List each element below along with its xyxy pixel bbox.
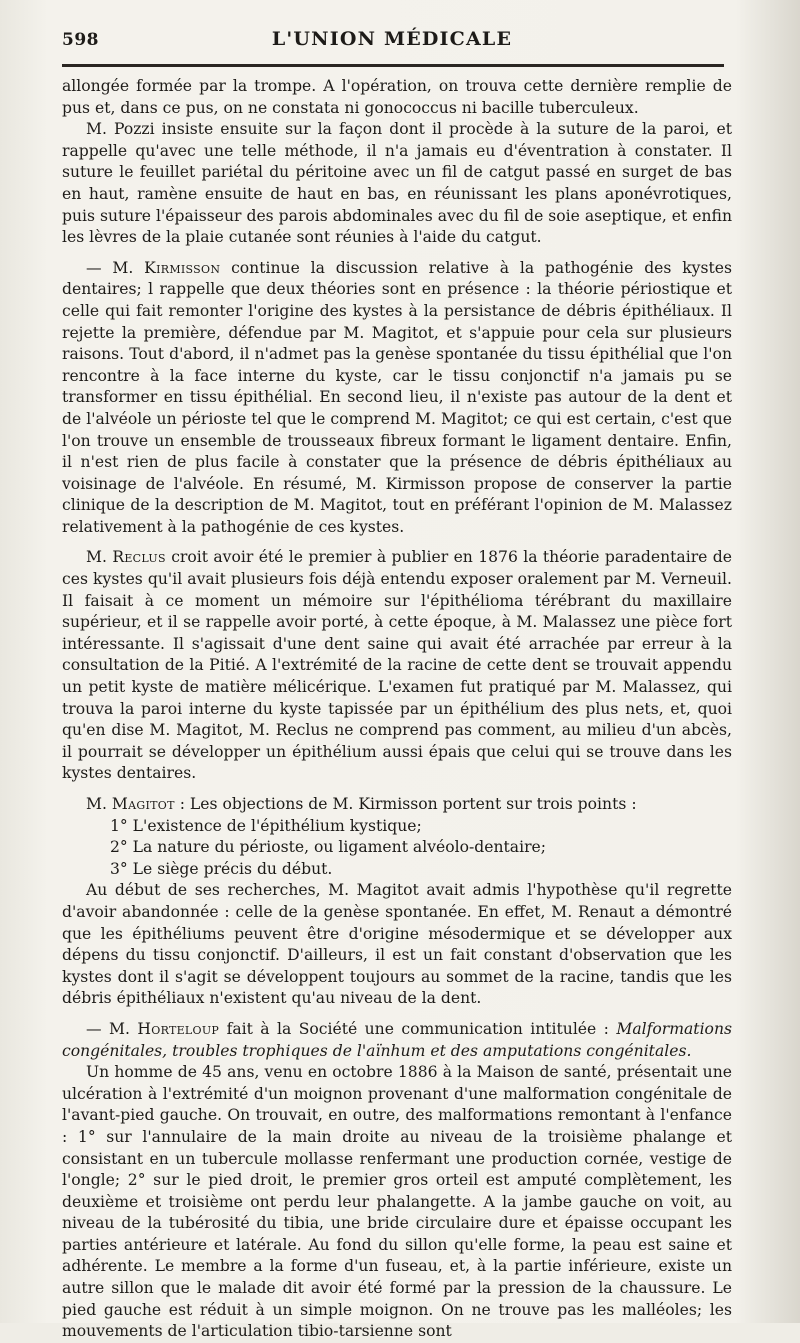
list-item: 3° Le siège précis du début. [110,859,333,878]
paragraph-continuation: allongée formée par la trompe. A l'opération, on trouva cette dernière remplie de pus et, dans ce pus, on ne constata ni gonococcus ni bacille tuberculeux. [62,77,732,117]
paragraph-horteloup: — M. Horteloup fait à la Société une communication intitulée : Malformations congénitales, troubles trophiques de l'aïnhum et des amputations congénitales. [62,1019,732,1060]
speaker-name: Horteloup [137,1019,220,1038]
communication-title: Malformations congénitales, troubles trophiques de l'aïnhum et des amputations congénitales. [62,1019,732,1060]
list-item: 1° L'existence de l'épithélium kystique; [110,816,422,835]
paragraph-magitot-continued: Au début de ses recherches, M. Magitot avait admis l'hypothèse qu'il regrette d'avoir abandonnée : celle de la genèse spontanée. En effet, M. Renaut a démontré que les épithéliums peuvent être d'origine mésodermique et se développer aux dépens du tissu conjonctif. D'ailleurs, il est un fait constant d'observation que les kystes dont il s'agit se développent toujours au sommet de la racine, tandis que les débris épithéliaux n'existent qu'au niveau de la dent. [62,881,732,1008]
speaker-name: Reclus [112,548,166,567]
paragraph-kirmisson: — M. Kirmisson continue la discussion relative à la pathogénie des kystes dentaires; l rappelle que deux théories sont en présence : la théorie périostique et celle qui fait remonter l'origine des kystes à la persistance de débris épithéliaux. Il rejette la première, défendue par M. Magitot, et s'appuie pour cela sur plusieurs raisons. Tout d'abord, il n'admet pas la genèse spontanée du tissu épithélial que l'on rencontre à la face interne du kyste, car le tissu conjonctif n'a jamais pu se transformer en tissu épithélial. En second lieu, il n'existe pas autour de la dent et de l'alvéole un périoste tel que le comprend M. Magitot; ce qui est certain, c'est que l'on trouve un ensemble de trousseaux fibreux formant le ligament dentaire. Enfin, il n'est rien de plus facile à constater que la présence de débris épithéliaux au voisinage de l'alvéole. En résumé, M. Kirmisson propose de conserver la partie clinique de la description de M. Magitot, tout en préférant l'opinion de M. Malassez relativement à la pathogénie de ces kystes. [62,258,732,536]
paragraph-pozzi: M. Pozzi insiste ensuite sur la façon dont il procède à la suture de la paroi, et rappelle qu'avec une telle méthode, il n'a jamais eu d'éventration à constater. Il suture le feuillet pariétal du péritoine avec un fil de catgut passé en surget de bas en haut, ramène ensuite de haut en bas, en réunissant les plans aponévrotiques, puis suture l'épaisseur des parois abdominales avec du fil de soie aseptique, et enfin les lèvres de la plaie cutanée sont réunies à l'aide du catgut. [62,120,732,247]
paragraph-reclus: M. Reclus croit avoir été le premier à publier en 1876 la théorie paradentaire de ces kystes qu'il avait plusieurs fois déjà entendu exposer oralement par M. Verneuil. Il faisait à ce moment un mémoire sur l'épithélioma térébrant du maxillaire supérieur, et il se rappelle avoir porté, à cette époque, à M. Malassez une pièce fort intéressante. Il s'agissait d'une dent saine qui avait été arrachée par erreur à la consultation de la Pitié. A l'extrémité de la racine de cette dent se trouvait appendu un petit kyste de matière mélicérique. L'examen fut pratiqué par M. Malassez, qui trouva la paroi interne du kyste tapissée par un épithélium des plus nets, et, quoi qu'en dise M. Magitot, M. Reclus ne comprend pas comment, au milieu d'un abcès, il pourrait se développer un épithélium aussi épais que celui qui se trouve dans les kystes dentaires. [62,548,732,783]
speaker-name: Kirmisson [144,258,221,277]
page-number: 598 [62,30,99,50]
running-title: L'UNION MÉDICALE [271,28,513,50]
list-item: 2° La nature du périoste, ou ligament alvéolo-dentaire; [110,838,547,857]
paragraph-case-report: Un homme de 45 ans, venu en octobre 1886 à la Maison de santé, présentait une ulcération à l'extrémité d'un moignon provenant d'une malformation congénitale de l'avant-pied gauche. On trouvait, en outre, des malformations remontant à l'enfance : 1° sur l'annulaire de la main droite au niveau de la troisième phalange et consistant en un tubercule mollasse renfermant une production cornée, vestige de l'ongle; 2° sur le pied droit, le premier gros orteil est amputé complètement, les deuxième et troisième ont perdu leur phalangette. A la jambe gauche on voit, au niveau de la tubérosité du tibia, une bride circulaire dure et épaisse occupant les parties antérieure et latérale. Au fond du sillon qu'elle forme, la peau est saine et adhérente. Le membre a la forme d'un fuseau, et, à la partie inférieure, existe un autre sillon que le malade dit avoir été formé par la pression de la chaussure. Le pied gauche est réduit à un simple moignon. On ne trouve pas les malléoles; les mouvements de l'articulation tibio-tarsienne sont [62,1063,732,1341]
header-rule [62,64,724,67]
speaker-name: Magitot [111,795,175,813]
paragraph-magitot: M. Magitot : Les objections de M. Kirmisson portent sur trois points : [86,795,637,813]
page-header [62,24,722,64]
article-body [62,76,732,1343]
